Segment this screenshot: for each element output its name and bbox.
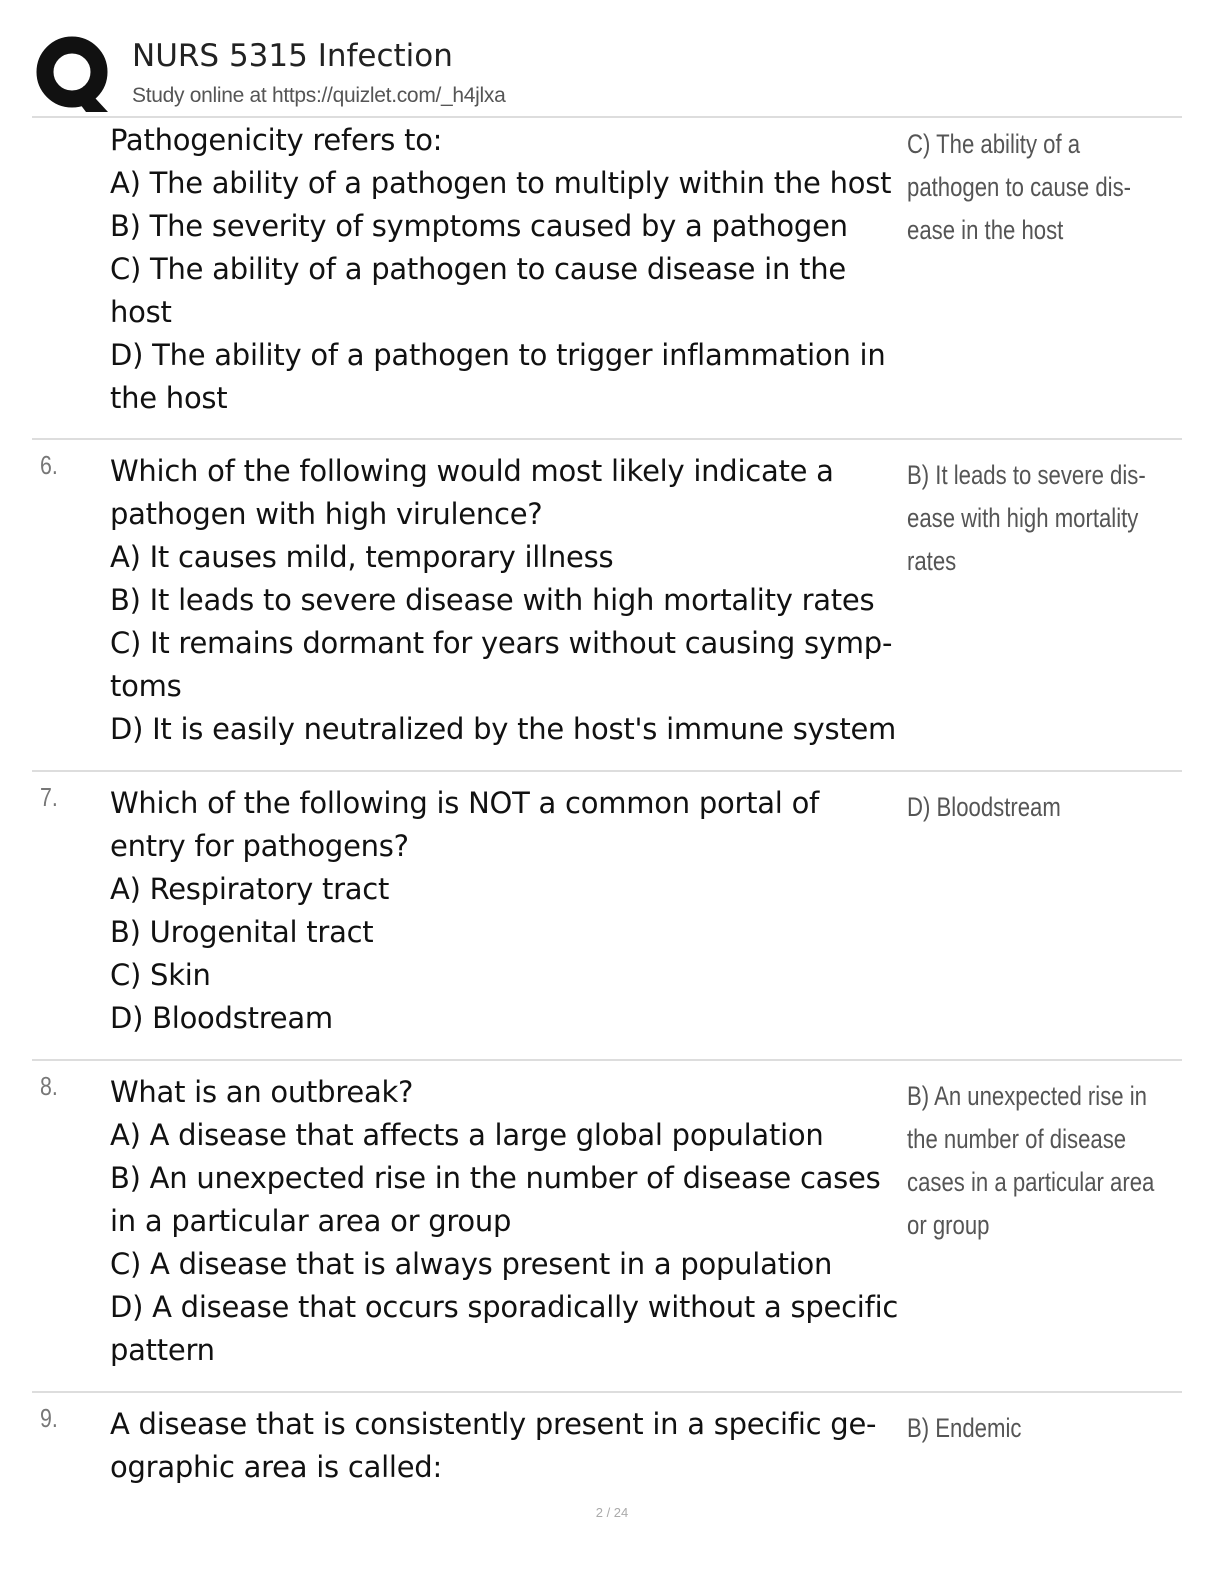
question-line: B) The severity of symptoms caused by a pathogen <box>110 209 848 243</box>
answer-line: D) Bloodstream <box>907 792 1061 822</box>
question-line: in a particular area or group <box>110 1204 512 1238</box>
card-answer <box>907 123 1137 252</box>
question-line: C) A disease that is always present in a population <box>110 1247 833 1281</box>
card-number: 9. <box>40 1403 58 1433</box>
card-answer <box>907 1075 1155 1247</box>
card-question <box>110 1403 910 1489</box>
question-line: B) Urogenital tract <box>110 915 374 949</box>
question-line: D) Bloodstream <box>110 1001 333 1035</box>
answer-line: rates <box>907 546 957 576</box>
page-number: 2 / 24 <box>595 1505 629 1520</box>
question-line: the host <box>110 381 228 415</box>
answer-line: C) The ability of a <box>907 129 1081 159</box>
answer-line: B) It leads to severe dis- <box>907 460 1146 490</box>
question-line: toms <box>110 669 182 703</box>
divider <box>32 770 1182 772</box>
question-line: B) It leads to severe disease with high mortality rates <box>110 583 875 617</box>
page-header <box>32 32 1182 116</box>
answer-line: ease in the host <box>907 215 1064 245</box>
question-line: What is an outbreak? <box>110 1075 414 1109</box>
question-line: C) It remains dormant for years without causing symp- <box>110 626 893 660</box>
question-line: A) It causes mild, temporary illness <box>110 540 614 574</box>
question-line: pathogen with high virulence? <box>110 497 543 531</box>
card-question <box>110 450 910 751</box>
question-line: entry for pathogens? <box>110 829 409 863</box>
question-line: Which of the following is NOT a common portal of <box>110 786 820 820</box>
divider <box>32 1391 1182 1393</box>
answer-line: B) Endemic <box>907 1413 1022 1443</box>
card-question <box>110 1071 910 1372</box>
question-line: C) The ability of a pathogen to cause disease in the <box>110 252 846 286</box>
question-line: Which of the following would most likely indicate a <box>110 454 834 488</box>
question-line: A) The ability of a pathogen to multiply within the host <box>110 166 892 200</box>
card-answer <box>907 786 1137 829</box>
answer-line: pathogen to cause dis- <box>907 172 1132 202</box>
card-number: 8. <box>40 1071 58 1101</box>
question-line: pattern <box>110 1333 215 1367</box>
question-line: A) A disease that affects a large global population <box>110 1118 824 1152</box>
card-question <box>110 119 910 420</box>
question-line: D) It is easily neutralized by the host's immune system <box>110 712 897 746</box>
question-line: D) A disease that occurs sporadically without a specific <box>110 1290 899 1324</box>
study-link-text: Study online at https://quizlet.com/_h4jlxa <box>132 84 506 107</box>
card-number: 7. <box>40 782 58 812</box>
answer-line: ease with high mortality <box>907 503 1139 533</box>
card-question <box>110 782 910 1040</box>
question-line: host <box>110 295 172 329</box>
question-line: B) An unexpected rise in the number of disease cases <box>110 1161 881 1195</box>
divider <box>32 1059 1182 1061</box>
quizlet-logo-icon <box>34 34 114 114</box>
answer-line: the number of disease <box>907 1124 1127 1154</box>
question-line: A disease that is consistently present in a specific ge- <box>110 1407 877 1441</box>
question-line: A) Respiratory tract <box>110 872 390 906</box>
question-line: D) The ability of a pathogen to trigger inflammation in <box>110 338 886 372</box>
card-number: 6. <box>40 450 58 480</box>
card-answer <box>907 454 1146 583</box>
question-line: C) Skin <box>110 958 211 992</box>
card-answer <box>907 1407 1137 1450</box>
divider <box>32 438 1182 440</box>
question-line: ographic area is called: <box>110 1450 442 1484</box>
answer-line: B) An unexpected rise in <box>907 1081 1148 1111</box>
set-title: NURS 5315 Infection <box>132 38 453 74</box>
question-line: Pathogenicity refers to: <box>110 123 443 157</box>
answer-line: or group <box>907 1210 990 1240</box>
answer-line: cases in a particular area <box>907 1167 1155 1197</box>
divider <box>32 116 1182 118</box>
